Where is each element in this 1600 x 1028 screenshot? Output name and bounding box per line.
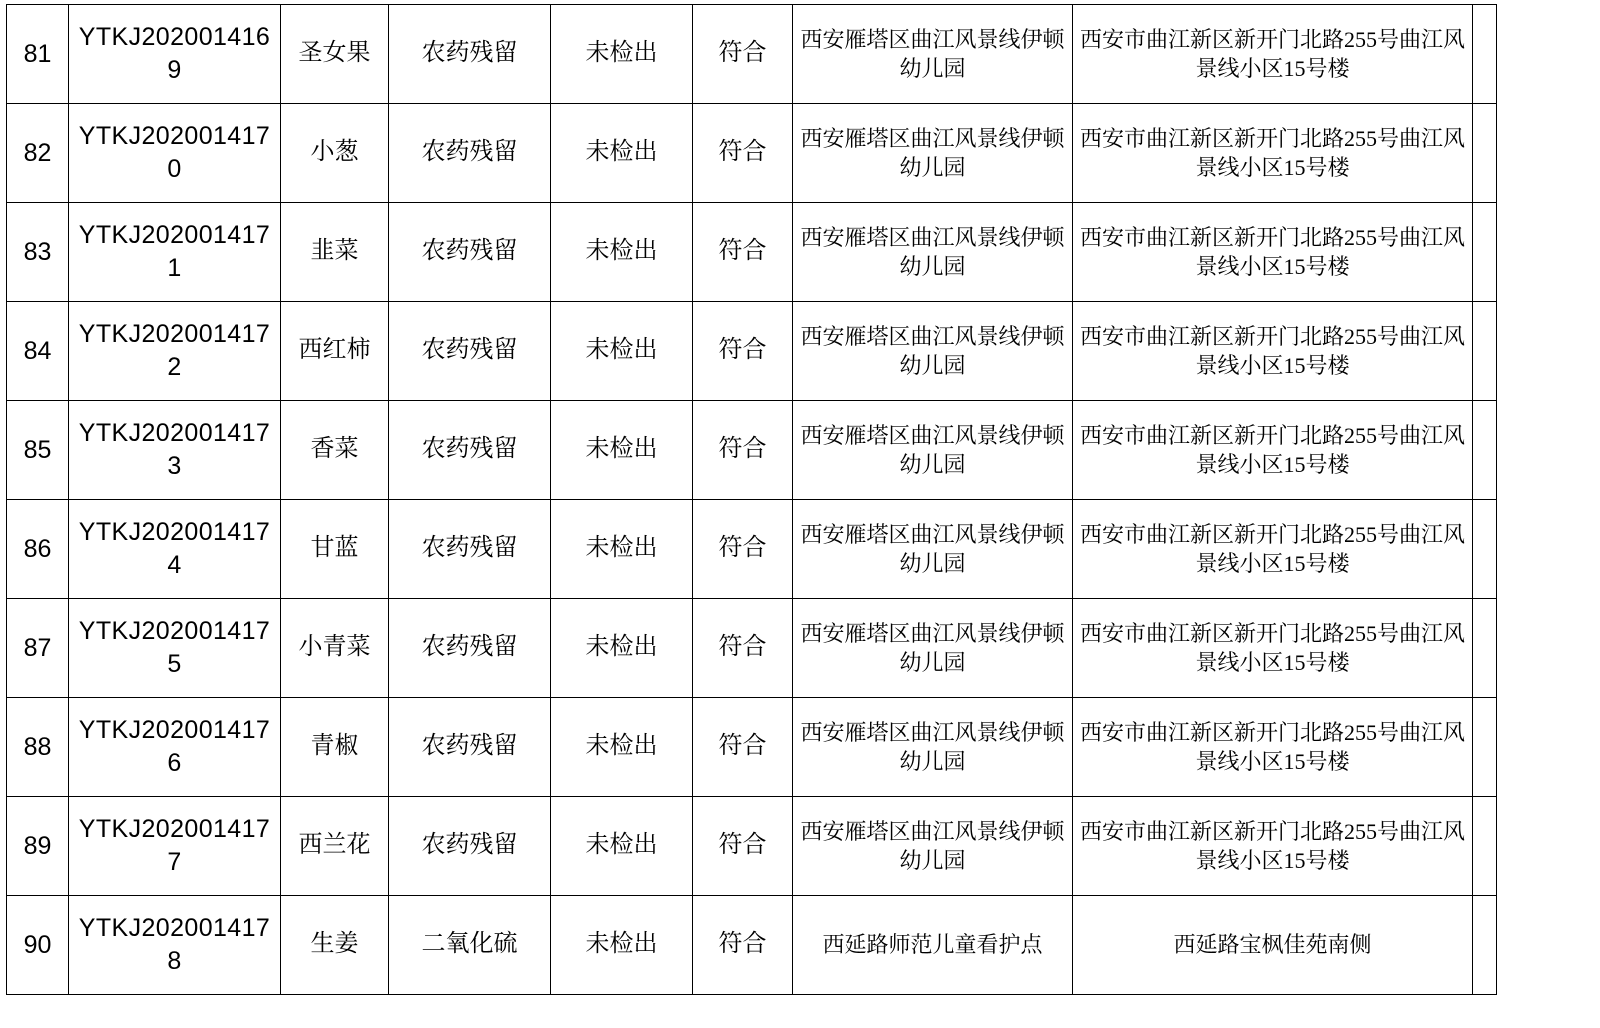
cell-verdict: 符合 [693, 896, 793, 995]
cell-organization: 西安雁塔区曲江风景线伊顿幼儿园 [793, 599, 1073, 698]
cell-sample-name: 青椒 [281, 698, 389, 797]
cell-test-result: 未检出 [551, 500, 693, 599]
cell-organization: 西安雁塔区曲江风景线伊顿幼儿园 [793, 698, 1073, 797]
table-row [7, 797, 1497, 896]
cell-sample-code: YTKJ2020014170 [69, 104, 281, 203]
cell-organization: 西安雁塔区曲江风景线伊顿幼儿园 [793, 5, 1073, 104]
cell-remark [1473, 500, 1497, 599]
cell-remark [1473, 401, 1497, 500]
table-row [7, 896, 1497, 995]
cell-test-item: 农药残留 [389, 797, 551, 896]
cell-address: 西安市曲江新区新开门北路255号曲江风景线小区15号楼 [1073, 203, 1473, 302]
cell-sample-name: 西兰花 [281, 797, 389, 896]
cell-test-result: 未检出 [551, 104, 693, 203]
table-row [7, 401, 1497, 500]
cell-test-result: 未检出 [551, 698, 693, 797]
cell-verdict: 符合 [693, 302, 793, 401]
cell-index: 81 [7, 5, 69, 104]
cell-test-result: 未检出 [551, 797, 693, 896]
cell-verdict: 符合 [693, 203, 793, 302]
cell-verdict: 符合 [693, 797, 793, 896]
cell-remark [1473, 104, 1497, 203]
cell-sample-name: 甘蓝 [281, 500, 389, 599]
cell-test-result: 未检出 [551, 5, 693, 104]
cell-address: 西安市曲江新区新开门北路255号曲江风景线小区15号楼 [1073, 797, 1473, 896]
table-row [7, 698, 1497, 797]
cell-address: 西安市曲江新区新开门北路255号曲江风景线小区15号楼 [1073, 500, 1473, 599]
inspection-results-table [6, 4, 1497, 995]
cell-remark [1473, 5, 1497, 104]
cell-address: 西安市曲江新区新开门北路255号曲江风景线小区15号楼 [1073, 401, 1473, 500]
cell-index: 83 [7, 203, 69, 302]
table-row [7, 104, 1497, 203]
cell-sample-name: 韭菜 [281, 203, 389, 302]
cell-index: 87 [7, 599, 69, 698]
cell-test-item: 农药残留 [389, 500, 551, 599]
cell-address: 西安市曲江新区新开门北路255号曲江风景线小区15号楼 [1073, 698, 1473, 797]
cell-address: 西安市曲江新区新开门北路255号曲江风景线小区15号楼 [1073, 302, 1473, 401]
cell-test-result: 未检出 [551, 302, 693, 401]
cell-remark [1473, 797, 1497, 896]
cell-sample-code: YTKJ2020014178 [69, 896, 281, 995]
cell-sample-code: YTKJ2020014175 [69, 599, 281, 698]
cell-sample-name: 生姜 [281, 896, 389, 995]
table-row [7, 5, 1497, 104]
cell-test-item: 农药残留 [389, 401, 551, 500]
cell-sample-code: YTKJ2020014171 [69, 203, 281, 302]
cell-remark [1473, 599, 1497, 698]
cell-remark [1473, 302, 1497, 401]
cell-test-result: 未检出 [551, 599, 693, 698]
cell-address: 西延路宝枫佳苑南侧 [1073, 896, 1473, 995]
table-row [7, 500, 1497, 599]
cell-organization: 西安雁塔区曲江风景线伊顿幼儿园 [793, 401, 1073, 500]
cell-index: 84 [7, 302, 69, 401]
cell-address: 西安市曲江新区新开门北路255号曲江风景线小区15号楼 [1073, 5, 1473, 104]
cell-sample-code: YTKJ2020014174 [69, 500, 281, 599]
cell-verdict: 符合 [693, 500, 793, 599]
cell-index: 85 [7, 401, 69, 500]
cell-test-item: 农药残留 [389, 302, 551, 401]
cell-verdict: 符合 [693, 401, 793, 500]
cell-organization: 西安雁塔区曲江风景线伊顿幼儿园 [793, 500, 1073, 599]
cell-verdict: 符合 [693, 599, 793, 698]
cell-verdict: 符合 [693, 698, 793, 797]
cell-test-item: 二氧化硫 [389, 896, 551, 995]
cell-remark [1473, 203, 1497, 302]
table-body [7, 5, 1497, 995]
cell-sample-code: YTKJ2020014177 [69, 797, 281, 896]
cell-verdict: 符合 [693, 5, 793, 104]
cell-sample-code: YTKJ2020014172 [69, 302, 281, 401]
cell-remark [1473, 896, 1497, 995]
cell-sample-name: 小葱 [281, 104, 389, 203]
cell-test-result: 未检出 [551, 401, 693, 500]
cell-verdict: 符合 [693, 104, 793, 203]
cell-organization: 西安雁塔区曲江风景线伊顿幼儿园 [793, 302, 1073, 401]
cell-test-item: 农药残留 [389, 104, 551, 203]
cell-sample-name: 西红柿 [281, 302, 389, 401]
cell-remark [1473, 698, 1497, 797]
cell-index: 82 [7, 104, 69, 203]
cell-test-item: 农药残留 [389, 203, 551, 302]
table-row [7, 599, 1497, 698]
cell-index: 86 [7, 500, 69, 599]
cell-sample-name: 圣女果 [281, 5, 389, 104]
cell-test-item: 农药残留 [389, 599, 551, 698]
cell-index: 89 [7, 797, 69, 896]
cell-sample-name: 香菜 [281, 401, 389, 500]
cell-sample-code: YTKJ2020014173 [69, 401, 281, 500]
cell-sample-code: YTKJ2020014169 [69, 5, 281, 104]
cell-sample-name: 小青菜 [281, 599, 389, 698]
cell-test-result: 未检出 [551, 203, 693, 302]
cell-test-result: 未检出 [551, 896, 693, 995]
cell-organization: 西安雁塔区曲江风景线伊顿幼儿园 [793, 797, 1073, 896]
cell-index: 88 [7, 698, 69, 797]
cell-test-item: 农药残留 [389, 5, 551, 104]
cell-organization: 西安雁塔区曲江风景线伊顿幼儿园 [793, 203, 1073, 302]
table-row [7, 203, 1497, 302]
cell-sample-code: YTKJ2020014176 [69, 698, 281, 797]
cell-index: 90 [7, 896, 69, 995]
cell-organization: 西延路师范儿童看护点 [793, 896, 1073, 995]
table-row [7, 302, 1497, 401]
cell-address: 西安市曲江新区新开门北路255号曲江风景线小区15号楼 [1073, 104, 1473, 203]
cell-address: 西安市曲江新区新开门北路255号曲江风景线小区15号楼 [1073, 599, 1473, 698]
cell-test-item: 农药残留 [389, 698, 551, 797]
cell-organization: 西安雁塔区曲江风景线伊顿幼儿园 [793, 104, 1073, 203]
